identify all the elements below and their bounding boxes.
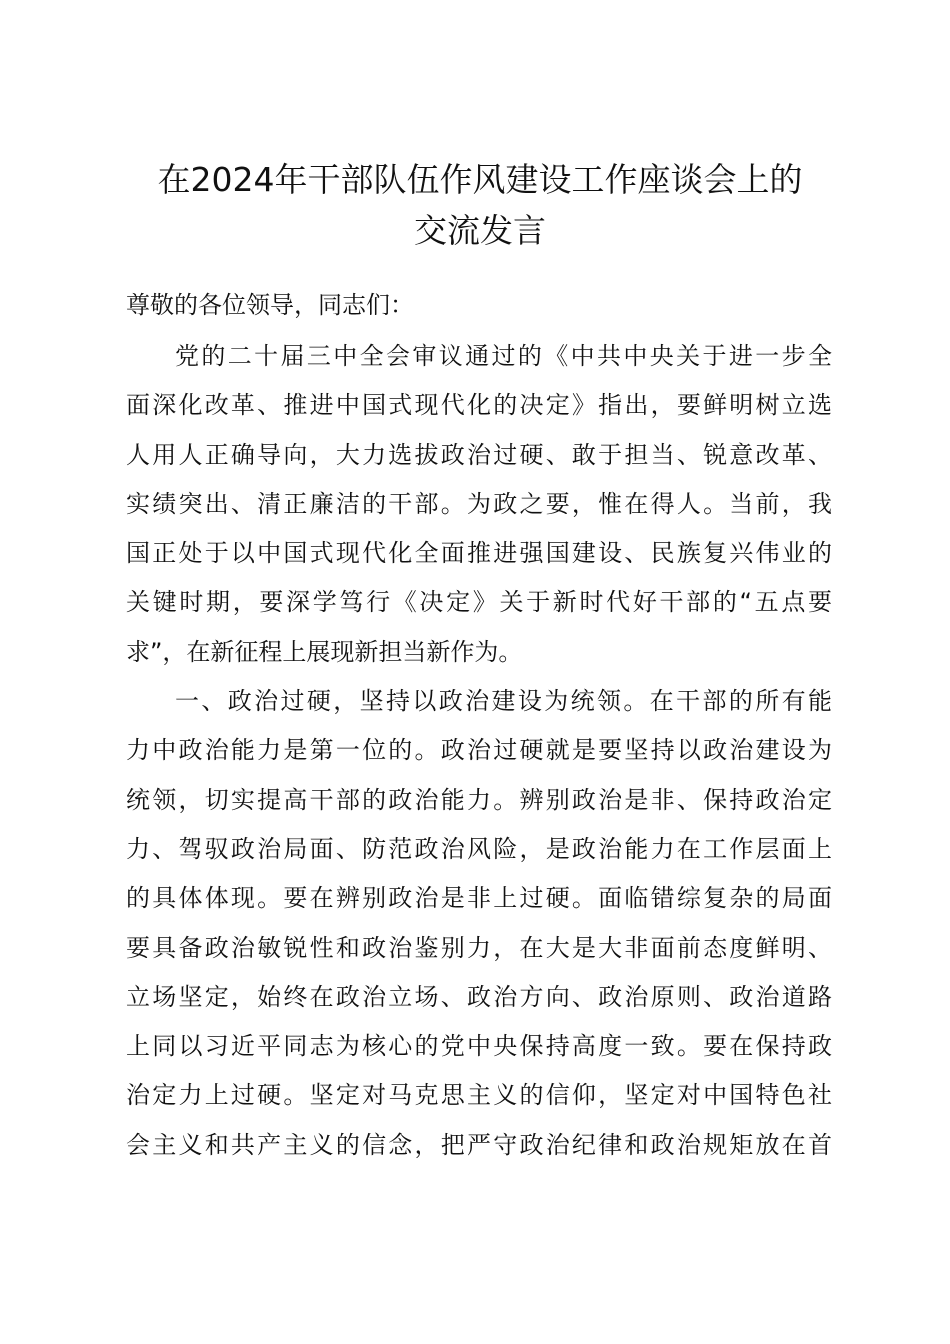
- paragraph-line: 实绩突出、清正廉洁的干部。为政之要，惟在得人。当前，我: [126, 489, 832, 518]
- paragraph-line: 要具备政治敏锐性和政治鉴别力，在大是大非面前态度鲜明、: [126, 933, 832, 962]
- paragraph-line: 党的二十届三中全会审议通过的《中共中央关于进一步全: [175, 342, 832, 370]
- paragraph-line: 会主义和共产主义的信念，把严守政治纪律和政治规矩放在首: [126, 1130, 832, 1159]
- paragraph-line: 关键时期，要深学笃行《决定》关于新时代好干部的“五点要: [126, 588, 832, 617]
- paragraph-1: [126, 336, 832, 681]
- paragraph-line: 上同以习近平同志为核心的党中央保持高度一致。要在保持政: [126, 1032, 832, 1061]
- paragraph-line: 治定力上过硬。坚定对马克思主义的信仰，坚定对中国特色社: [126, 1081, 832, 1110]
- salutation: 尊敬的各位领导，同志们：: [126, 291, 414, 319]
- title-line-2: 交流发言: [414, 211, 546, 250]
- paragraph-line: 人用人正确导向，大力选拔政治过硬、敢于担当、锐意改革、: [126, 440, 832, 469]
- paragraph-line: 统领，切实提高干部的政治能力。辨别政治是非、保持政治定: [126, 785, 832, 814]
- paragraph-2: [126, 681, 832, 1174]
- document-body: [126, 336, 832, 1174]
- paragraph-line: 力中政治能力是第一位的。政治过硬就是要坚持以政治建设为: [126, 736, 832, 765]
- title-line-1: 在2024年干部队伍作风建设工作座谈会上的: [157, 160, 803, 199]
- paragraph-line: 力、驾驭政治局面、防范政治风险，是政治能力在工作层面上: [126, 834, 832, 863]
- paragraph-line: 立场坚定，始终在政治立场、政治方向、政治原则、政治道路: [126, 982, 832, 1011]
- paragraph-line: 的具体体现。要在辨别政治是非上过硬。面临错综复杂的局面: [126, 884, 832, 913]
- paragraph-line: 国正处于以中国式现代化全面推进强国建设、民族复兴伟业的: [126, 539, 832, 568]
- document-title: [110, 154, 850, 256]
- paragraph-line: 面深化改革、推进中国式现代化的决定》指出，要鲜明树立选: [126, 391, 832, 420]
- paragraph-line: 求”，在新征程上展现新担当新作为。: [126, 637, 523, 666]
- paragraph-line: 一、政治过硬，坚持以政治建设为统领。在干部的所有能: [175, 687, 832, 716]
